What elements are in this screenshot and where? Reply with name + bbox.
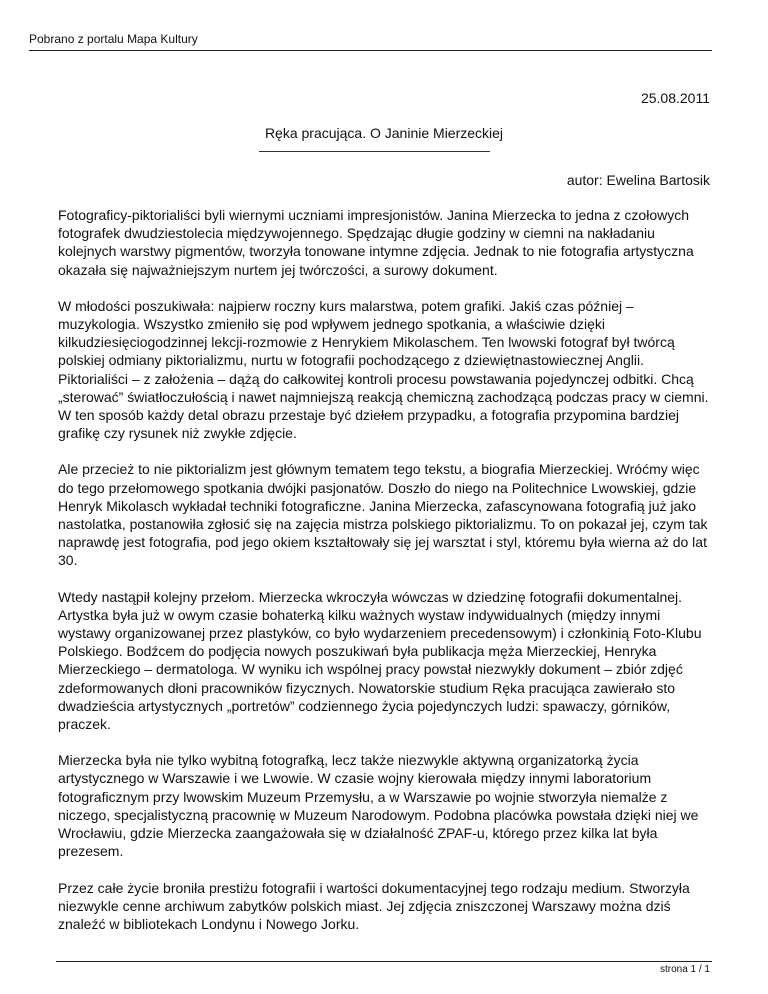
paragraph: W młodości poszukiwała: najpierw roczny kurs malarstwa, potem grafiki. Jakiś czas później – muzykologia. Wszystko zmieniło się pod wpływem jednego spotkania, a właściwie dzięki kilkudziesięciogodzinnej lekcji-rozmowie z Henrykiem Mikolaschem. Ten lwowski fotograf był twórcą polskiej odmiany piktorializmu, nurtu w fotografii pochodzącego z dziewiętnastowiecznej Anglii. Piktorialiści – z założenia – dążą do całkowitej kontroli procesu powstawania pojedynczej odbitki. Chcą „sterować” światłoczułością i nawet najmniejszą reakcją chemiczną zachodzącą podczas pracy w ciemni. W ten sposób każdy detal obrazu przestaje być dziełem przypadku, a fotografia przypomina bardziej grafikę czy rysunek niż zwykłe zdjęcie.: [58, 297, 709, 442]
title-underline: [259, 151, 490, 152]
document-date: 25.08.2011: [640, 90, 710, 106]
paragraph: Mierzecka była nie tylko wybitną fotografką, lecz także niezwykle aktywną organizatorką życia artystycznego w Warszawie i we Lwowie. W czasie wojny kierowała między innymi laboratorium fotograficznym przy lwowskim Muzeum Przemysłu, a w Warszawie po wojnie stworzyła niemalże z niczego, specjalistyczną pracownię w Muzeum Narodowym. Podobna placówka powstała dzięki niej we Wrocławiu, gdzie Mierzecka zaangażowała się w działalność ZPAF-u, którego przez kilka lat była prezesem.: [58, 752, 699, 860]
document-author: autor: Ewelina Bartosik: [566, 172, 710, 188]
header-divider: [29, 50, 712, 51]
footer-divider: [56, 961, 712, 962]
page-number: strona 1 / 1: [659, 964, 710, 975]
article-body: [58, 206, 710, 951]
paragraph: Wtedy nastąpił kolejny przełom. Mierzecka wkroczyła wówczas w dziedzinę fotografii dokumentalnej. Artystka była już w owym czasie bohaterką kilku ważnych wystaw indywidualnych (między innymi wystawy organizowanej przez plastyków, co było wydarzeniem precedensowym) i członkinią Foto-Klubu Polskiego. Bodźcem do podjęcia nowych poszukiwań była publikacja męża Mierzeckiej, Henryka Mierzeckiego – dermatologa. W wyniku ich wspólnej pracy powstał niezwykły dokument – zbiór zdjęć zdeformowanych dłoni pracowników fizycznych. Nowatorskie studium Ręka pracująca zawierało sto dwadzieścia artystycznych „portretów” codziennego życia pojedynczych ludzi: spawaczy, górników, praczek.: [58, 588, 702, 733]
document-title: Ręka pracująca. O Janinie Mierzeckiej: [264, 125, 504, 141]
paragraph: Fotograficy-piktorialiści byli wiernymi uczniami impresjonistów. Janina Mierzecka to jedna z czołowych fotografek dwudziestolecia międzywojennego. Spędzając długie godziny w ciemni na nakładaniu kolejnych warstwy pigmentów, tworzyła tonowane intymne zdjęcia. Jednak to nie fotografia artystyczna okazała się najważniejszym nurtem jej twórczości, a surowy dokument.: [58, 207, 694, 278]
page-header-source: Pobrano z portalu Mapa Kultury: [29, 32, 198, 46]
paragraph: Ale przecież to nie piktorializm jest głównym tematem tego tekstu, a biografia Mierzeckiej. Wróćmy więc do tego przełomowego spotkania dwójki pasjonatów. Doszło do niego na Politechnice Lwowskiej, gdzie Henryk Mikolasch wykładał techniki fotograficzne. Janina Mierzecka, zafascynowana fotografią już jako nastolatka, postanowiła zgłosić się na zajęcia mistrza polskiego piktorializmu. To on pokazał jej, czym tak naprawdę jest fotografia, pod jego okiem kształtowały się jej warsztat i styl, któremu była wierna aż do lat 30.: [58, 461, 708, 569]
paragraph: Przez całe życie broniła prestiżu fotografii i wartości dokumentacyjnej tego rodzaju medium. Stworzyła niezwykle cenne archiwum zabytków polskich miast. Jej zdjęcia zniszczonej Warszawy można dziś znaleźć w bibliotekach Londynu i Nowego Jorku.: [58, 879, 690, 932]
